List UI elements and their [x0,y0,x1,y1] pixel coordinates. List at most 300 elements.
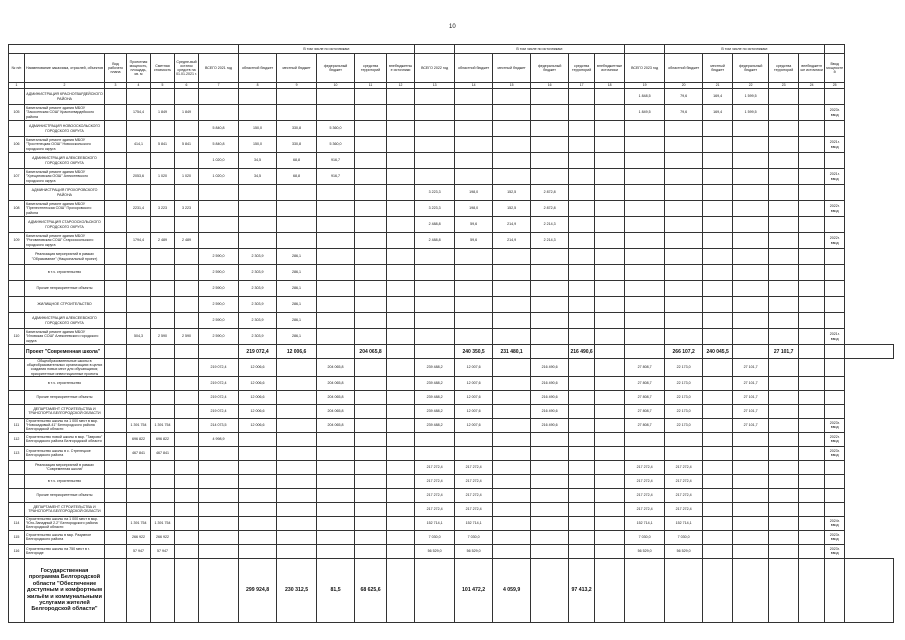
table-cell [105,474,127,488]
table-cell [531,460,569,474]
table-cell [733,201,769,217]
table-cell [493,313,531,329]
table-cell [493,474,531,488]
table-cell: 57 947 [151,544,175,558]
table-cell [799,359,825,377]
table-cell [239,446,277,460]
table-cell [105,217,127,233]
table-cell [595,432,625,446]
table-cell [625,169,665,185]
table-cell [455,265,493,281]
table-cell [569,169,595,185]
table-cell [151,89,175,105]
total-cell [799,558,825,622]
total-cell: 266 107,2 [665,345,703,359]
table-cell: 2023г. ввод [825,446,845,460]
table-cell [625,121,665,137]
table-cell: 2023г. ввод [825,105,845,121]
table-cell [799,249,825,265]
table-cell [175,121,199,137]
table-cell [277,185,317,201]
table-cell [317,446,355,460]
column-header: ВСЕГО 2022 год [415,54,455,83]
table-cell [455,249,493,265]
column-number: 18 [595,83,625,89]
table-cell: 286,1 [277,297,317,313]
table-cell [703,185,733,201]
table-cell [151,281,175,297]
table-cell [825,89,845,105]
table-cell [595,105,625,121]
total-cell [703,558,733,622]
table-cell [105,432,127,446]
table-cell [493,502,531,516]
table-cell [625,265,665,281]
row-name-cell: Капитальный ремонт здания МБОУ "Тростенецкая ООШ" Новооскольского городского округа [25,137,105,153]
table-cell [151,404,175,418]
table-cell: 217 272,4 [415,474,455,488]
table-cell [769,544,799,558]
table-cell [175,418,199,432]
total-cell [595,345,625,359]
table-cell: 2 590,0 [199,249,239,265]
table-cell [199,201,239,217]
table-cell [127,153,151,169]
table-cell: 2 590 [175,329,199,345]
table-cell: 1 391 754 [127,418,151,432]
table-cell [569,460,595,474]
table-cell [569,432,595,446]
table-cell: 217 272,4 [455,460,493,474]
table-cell [703,460,733,474]
table-cell [769,233,799,249]
column-number: 13 [415,83,455,89]
table-cell [733,281,769,297]
table-cell [595,544,625,558]
table-cell [493,418,531,432]
table-cell [769,460,799,474]
table-cell [199,217,239,233]
column-header: средства территорий [569,54,595,83]
table-cell [387,488,415,502]
table-cell [595,418,625,432]
table-cell: 12 007,6 [455,418,493,432]
table-cell: 2 303,9 [239,329,277,345]
table-cell [595,201,625,217]
table-cell [799,297,825,313]
table-cell [569,121,595,137]
table-cell [415,313,455,329]
table-cell [769,121,799,137]
row-name-cell: Капитальный ремонт здания МБОУ "Иловская СОШ" Алексеевского городского округа [25,329,105,345]
table-cell [277,502,317,516]
group-2022: В том числе по источникам: [455,45,625,54]
table-row [9,502,894,516]
table-cell [127,265,151,281]
table-cell: 150,0 [239,137,277,153]
table-row [9,105,894,121]
table-cell [175,359,199,377]
table-cell [703,404,733,418]
table-cell [239,432,277,446]
table-cell: 57 947 [127,544,151,558]
table-cell: 219 072,4 [199,404,239,418]
table-cell: 217 272,4 [455,502,493,516]
table-row [9,249,894,265]
table-cell: 2021г. ввод [825,137,845,153]
group-2021: В том числе по источникам: [239,45,415,54]
table-cell [175,446,199,460]
table-cell [317,89,355,105]
column-number: 20 [665,83,703,89]
total-cell: 81,5 [317,558,355,622]
table-cell [799,446,825,460]
table-cell [799,153,825,169]
group-2023: В том числе по источникам: [665,45,825,54]
table-cell [493,530,531,544]
table-cell [825,404,845,418]
table-cell: 12 007,6 [455,359,493,377]
table-cell [703,265,733,281]
table-cell [531,89,569,105]
table-cell: 5 360,0 [317,121,355,137]
table-cell [175,281,199,297]
row-name-cell: АДМИНИСТРАЦИЯ АЛЕКСЕЕВСКОГО ГОРОДСКОГО ОКРУГА [25,313,105,329]
table-cell [625,329,665,345]
table-cell [799,516,825,530]
table-cell: 217 272,4 [665,460,703,474]
table-cell [175,404,199,418]
table-row [9,376,894,390]
table-cell [127,488,151,502]
table-cell [569,488,595,502]
table-cell: 1 020 [151,169,175,185]
table-cell [105,460,127,474]
table-cell [387,359,415,377]
table-cell [493,89,531,105]
column-header: Проектная мощность, площадь, кв. м [127,54,151,83]
table-cell [825,488,845,502]
table-cell: 2 303,9 [239,281,277,297]
table-cell [387,516,415,530]
table-cell [625,153,665,169]
total-cell [317,345,355,359]
table-cell [703,390,733,404]
table-cell [277,418,317,432]
table-cell [665,169,703,185]
table-cell [317,432,355,446]
table-cell [769,530,799,544]
table-cell: 219 072,4 [199,359,239,377]
table-cell [455,297,493,313]
table-cell: 3 223,3 [415,201,455,217]
table-cell [317,297,355,313]
table-cell [151,297,175,313]
table-cell [595,137,625,153]
table-cell [665,153,703,169]
table-cell [415,265,455,281]
table-cell [703,137,733,153]
table-cell: 22 173,0 [665,390,703,404]
table-cell: 1 848,5 [625,89,665,105]
table-cell [387,281,415,297]
table-cell [703,281,733,297]
table-cell: 2 303,9 [239,297,277,313]
table-cell: 2022г. ввод [825,432,845,446]
table-cell [569,474,595,488]
table-cell [455,121,493,137]
table-row [9,474,894,488]
table-cell [387,376,415,390]
table-body-part1 [9,89,894,345]
table-cell [625,297,665,313]
table-cell [415,105,455,121]
table-cell [355,460,387,474]
table-cell [387,530,415,544]
table-cell: 217 272,4 [415,502,455,516]
column-number: 8 [239,83,277,89]
table-cell [665,432,703,446]
total-cell [531,345,569,359]
table-cell [769,502,799,516]
column-header: средства территорий [355,54,387,83]
table-cell [9,404,25,418]
table-cell [493,516,531,530]
total-cell [845,345,894,359]
total-cell [105,345,127,359]
table-cell [199,474,239,488]
total-cell: 204 065,8 [355,345,387,359]
table-row [9,137,894,153]
table-cell [569,233,595,249]
table-cell [493,281,531,297]
table-cell: 1 020,0 [199,153,239,169]
row-name-cell: Прочие неприоритетные объекты [25,390,105,404]
table-cell [733,153,769,169]
table-cell [769,153,799,169]
table-cell [531,121,569,137]
total-cell [105,558,127,622]
table-cell [9,502,25,516]
row-name-cell: Строительство школы на 1 000 мест в мкр. "Юго-Западный 2.2" Белгородского района Белгородской области [25,516,105,530]
column-header: областной бюджет [239,54,277,83]
table-cell [569,201,595,217]
table-cell [387,137,415,153]
table-cell [175,390,199,404]
table-cell: 56 529,0 [625,544,665,558]
table-cell: 239 488,2 [415,359,455,377]
column-header: внебюджетные источники [595,54,625,83]
table-cell [9,297,25,313]
table-cell [569,137,595,153]
table-row [9,390,894,404]
table-cell [277,544,317,558]
table-cell: 22 173,0 [665,376,703,390]
table-cell: 217 272,4 [665,502,703,516]
table-cell: 169,4 [703,105,733,121]
table-cell [733,265,769,281]
table-cell [531,313,569,329]
table-cell: 217 272,4 [625,474,665,488]
table-cell [595,474,625,488]
table-cell [151,359,175,377]
table-cell [799,329,825,345]
total-cell [127,558,151,622]
table-cell [455,169,493,185]
table-cell: 214,9 [493,217,531,233]
table-cell: 152 714,1 [415,516,455,530]
table-cell [277,201,317,217]
table-cell [277,217,317,233]
table-cell [355,233,387,249]
column-number: 12 [387,83,415,89]
table-cell [703,313,733,329]
total-cell [415,558,455,622]
column-header: Средне-вый остаток средств на 01.01.2021 г. [175,54,199,83]
table-cell [733,544,769,558]
table-cell [595,460,625,474]
table-cell: 27 101,7 [733,376,769,390]
table-cell [799,418,825,432]
table-cell [493,169,531,185]
table-cell [825,185,845,201]
table-row [9,121,894,137]
table-cell: 1794,4 [127,233,151,249]
table-cell [769,185,799,201]
table-cell [9,313,25,329]
row-name-cell: АДМИНИСТРАЦИЯ НОВООСКОЛЬСКОГО ГОРОДСКОГО ОКРУГА [25,121,105,137]
project-total-row [9,345,894,359]
table-cell [569,105,595,121]
table-cell [105,418,127,432]
table-cell: 2023г. ввод [825,530,845,544]
table-cell [799,530,825,544]
table-cell [569,89,595,105]
table-cell [355,502,387,516]
table-cell: 12 006,6 [239,376,277,390]
table-cell [825,121,845,137]
table-cell [825,359,845,377]
table-cell [199,185,239,201]
table-cell [9,153,25,169]
table-cell [199,488,239,502]
table-cell: 12 006,6 [239,359,277,377]
table-cell [355,516,387,530]
table-cell [415,297,455,313]
table-cell [277,376,317,390]
table-cell: 1 599,5 [733,105,769,121]
table-cell: 1 020 [175,169,199,185]
column-number: 15 [493,83,531,89]
table-cell [175,516,199,530]
table-cell [493,297,531,313]
row-name-cell: в т.ч. строительство [25,474,105,488]
table-cell: 107 [9,169,25,185]
table-cell [105,249,127,265]
table-cell: 106 [9,137,25,153]
table-cell [277,390,317,404]
table-cell: 34,5 [239,169,277,185]
table-cell [769,474,799,488]
total-cell: 230 312,5 [277,558,317,622]
table-cell: 204 065,8 [317,359,355,377]
table-cell [493,544,531,558]
table-cell: 219 072,4 [199,390,239,404]
table-cell [799,169,825,185]
table-cell [387,404,415,418]
table-cell [387,390,415,404]
table-cell [127,185,151,201]
column-header: местный бюджет [277,54,317,83]
table-cell [317,265,355,281]
table-cell [703,217,733,233]
table-cell: 2 590,0 [199,281,239,297]
table-cell [595,281,625,297]
column-number: 17 [569,83,595,89]
table-cell: 113 [9,446,25,460]
table-cell [105,169,127,185]
table-cell [733,169,769,185]
table-cell [387,313,415,329]
table-cell [531,530,569,544]
table-cell [239,488,277,502]
table-cell [531,297,569,313]
column-header: внебюджетные источники [387,54,415,83]
table-cell [665,265,703,281]
row-name-cell: ЖИЛИЩНОЕ СТРОИТЕЛЬСТВО [25,297,105,313]
table-cell [595,488,625,502]
table-cell [703,530,733,544]
table-cell [733,121,769,137]
table-cell [355,169,387,185]
table-cell [703,502,733,516]
table-cell [703,488,733,502]
total-cell [151,345,175,359]
table-cell [127,390,151,404]
table-cell [151,217,175,233]
table-cell [239,185,277,201]
table-cell [175,217,199,233]
row-name-cell: Капитальный ремонт здания МБОУ "Прелестненская СОШ" Прохоровского района [25,201,105,217]
total-cell: 299 924,8 [239,558,277,622]
table-cell: 5 841 [151,137,175,153]
table-cell [493,404,531,418]
table-cell: 1 391 754 [127,516,151,530]
table-cell [9,121,25,137]
table-cell [355,530,387,544]
table-cell [531,281,569,297]
table-cell [799,217,825,233]
table-cell [569,418,595,432]
row-name-cell: Строительство новой школы в мкр. "Таврово" Белгородского района Белгородской области [25,432,105,446]
total-cell: 216 490,6 [569,345,595,359]
column-header-row [9,54,894,83]
table-cell [595,89,625,105]
total-cell: 240 045,5 [703,345,733,359]
table-cell [151,488,175,502]
table-cell: 34,5 [239,153,277,169]
total-cell [625,345,665,359]
table-cell [105,376,127,390]
table-cell [799,201,825,217]
table-cell: 198,0 [455,201,493,217]
table-cell: 2 590,0 [199,297,239,313]
table-cell [415,329,455,345]
total-cell [175,558,199,622]
table-cell [493,121,531,137]
table-cell: 2023г. ввод [825,418,845,432]
table-cell [277,530,317,544]
